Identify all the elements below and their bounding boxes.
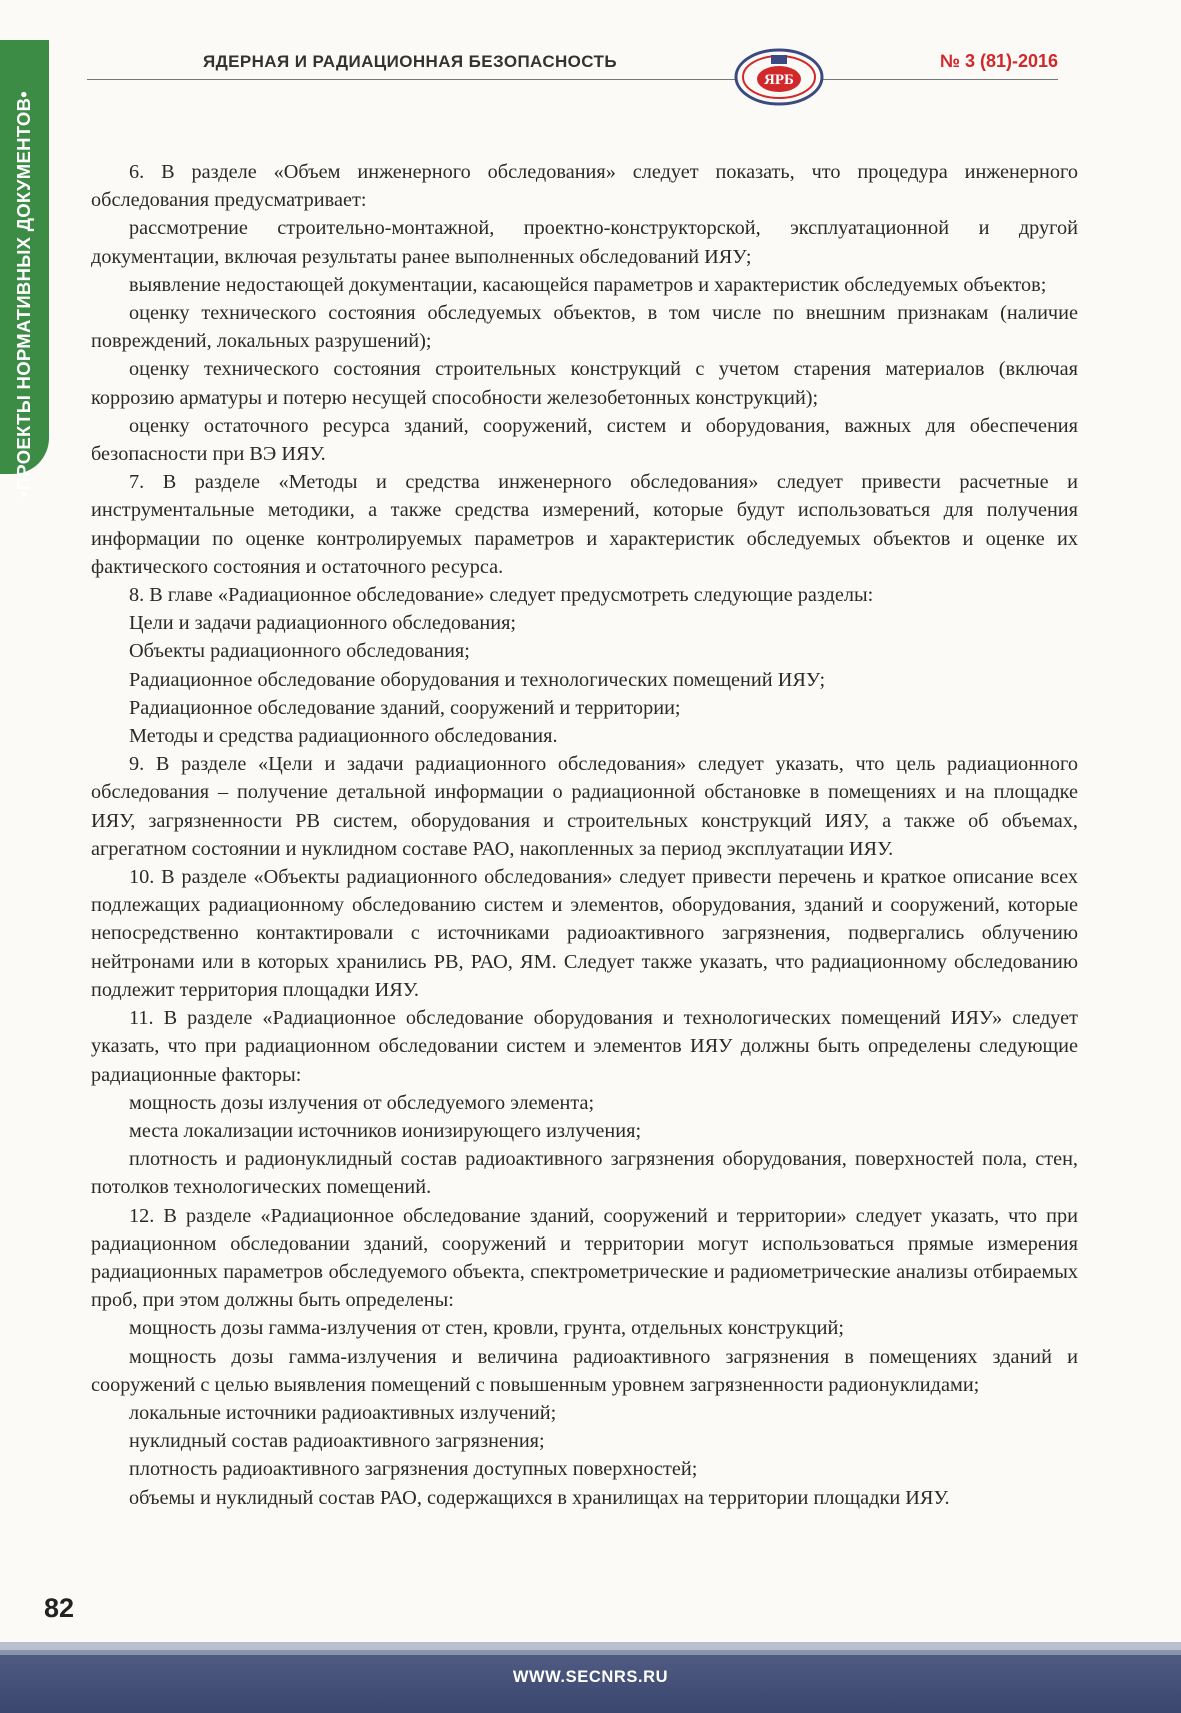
paragraph: 9. В разделе «Цели и задачи радиационного обследования» следует указать, что цель радиационного обследования – получение детальной информации о радиационной обстановке в помещениях и на площадке ИЯУ, загрязненности РВ систем, оборудования и строительных конструкций ИЯУ, а также об объемах, агрегатном состоянии и нуклидном составе РАО, накопленных за период эксплуатации ИЯУ. (91, 753, 1078, 860)
list-item: нуклидный состав радиоактивного загрязнения; (129, 1430, 545, 1453)
list-item: плотность радиоактивного загрязнения доступных поверхностей; (129, 1458, 698, 1481)
paragraph: 8. В главе «Радиационное обследование» следует предусмотреть следующие разделы: (129, 584, 874, 607)
header-divider (87, 79, 1058, 80)
logo-text: ЯРБ (764, 72, 794, 88)
paragraph: 10. В разделе «Объекты радиационного обследования» следует привести перечень и краткое описание всех подлежащих радиационному обследованию систем и элементов, оборудования, зданий и сооружений, которые непосредственно контактировали с источниками радиоактивного загрязнения, подвергались облучению нейтронами или в которых хранились РВ, РАО, ЯМ. Следует также указать, что радиационному обследованию подлежит территория площадки ИЯУ. (91, 866, 1078, 1001)
list-item: локальные источники радиоактивных излучений; (129, 1401, 557, 1424)
list-item: Объекты радиационного обследования; (129, 640, 470, 663)
list-item: Радиационное обследование зданий, сооружений и территории; (129, 696, 681, 719)
list-item: выявление недостающей документации, касающейся параметров и характеристик обследуемых объектов; (129, 273, 1047, 296)
paragraph: 11. В разделе «Радиационное обследование оборудования и технологических помещений ИЯУ» следует указать, что при радиационном обследовании систем и элементов ИЯУ должны быть определены следующие радиационные факторы: (91, 1007, 1078, 1086)
footer-website-link[interactable]: WWW.SECNRS.RU (512, 1668, 669, 1686)
list-item: мощность дозы излучения от обследуемого элемента; (129, 1091, 595, 1114)
list-item: Методы и средства радиационного обследования. (129, 725, 558, 748)
paragraph: 12. В разделе «Радиационное обследование зданий, сооружений и территории» следует указать, что при радиационном обследовании зданий, сооружений и территории могут использоваться прямые измерения радиационных параметров обследуемого объекта, спектрометрические и радиометрические анализы отбираемых проб, при этом должны быть определены: (91, 1204, 1078, 1312)
section-side-tab (0, 40, 49, 498)
list-item: места локализации источников ионизирующего излучения; (129, 1119, 642, 1142)
list-item: плотность и радионуклидный состав радиоактивного загрязнения оборудования, поверхностей пола, стен, потолков технологических помещений. (91, 1148, 1078, 1199)
journal-logo (733, 46, 825, 108)
footer-stripe (0, 1642, 1181, 1650)
list-item: рассмотрение строительно-монтажной, проектно-конструкторской, эксплуатационной и другой документации, включая результаты ранее выполненных обследований ИЯУ; (91, 217, 1078, 268)
section-side-tab-label: •ПРОЕКТЫ НОРМАТИВНЫХ ДОКУМЕНТОВ• (13, 90, 34, 498)
list-item: объемы и нуклидный состав РАО, содержащихся в хранилищах на территории площадки ИЯУ. (129, 1486, 950, 1509)
list-item: оценку остаточного ресурса зданий, сооружений, систем и оборудования, важных для обеспечения безопасности при ВЭ ИЯУ. (91, 414, 1078, 466)
list-item: мощность дозы гамма-излучения и величина радиоактивного загрязнения в помещениях зданий и сооружений с целью выявления помещений с повышенным уровнем загрязненности радионуклидами; (91, 1345, 1078, 1396)
list-item: мощность дозы гамма-излучения от стен, кровли, грунта, отдельных конструкций; (129, 1317, 844, 1340)
paragraph: 6. В разделе «Объем инженерного обследования» следует показать, что процедура инженерного обследования предусматривает: (91, 161, 1078, 212)
list-item: Радиационное обследование оборудования и технологических помещений ИЯУ; (129, 668, 826, 691)
document-body (91, 158, 1078, 1512)
paragraph: 7. В разделе «Методы и средства инженерного обследования» следует привести расчетные и инструментальные методики, а также средства измерений, которые будут использоваться для получения информации по оценке контролируемых параметров и характеристик обследуемых объектов и оценке их фактического состояния и остаточного ресурса. (91, 471, 1078, 578)
list-item: оценку технического состояния строительных конструкций с учетом старения материалов (включая коррозию арматуры и потерю несущей способности железобетонных конструкций); (91, 358, 1078, 409)
issue-number: № 3 (81)-2016 (939, 51, 1058, 71)
list-item: оценку технического состояния обследуемых объектов, в том числе по внешним признакам (наличие повреждений, локальных разрушений); (91, 302, 1078, 353)
page-number: 82 (44, 1593, 75, 1623)
journal-title: ЯДЕРНАЯ И РАДИАЦИОННАЯ БЕЗОПАСНОСТЬ (203, 52, 617, 71)
list-item: Цели и задачи радиационного обследования; (129, 612, 517, 635)
